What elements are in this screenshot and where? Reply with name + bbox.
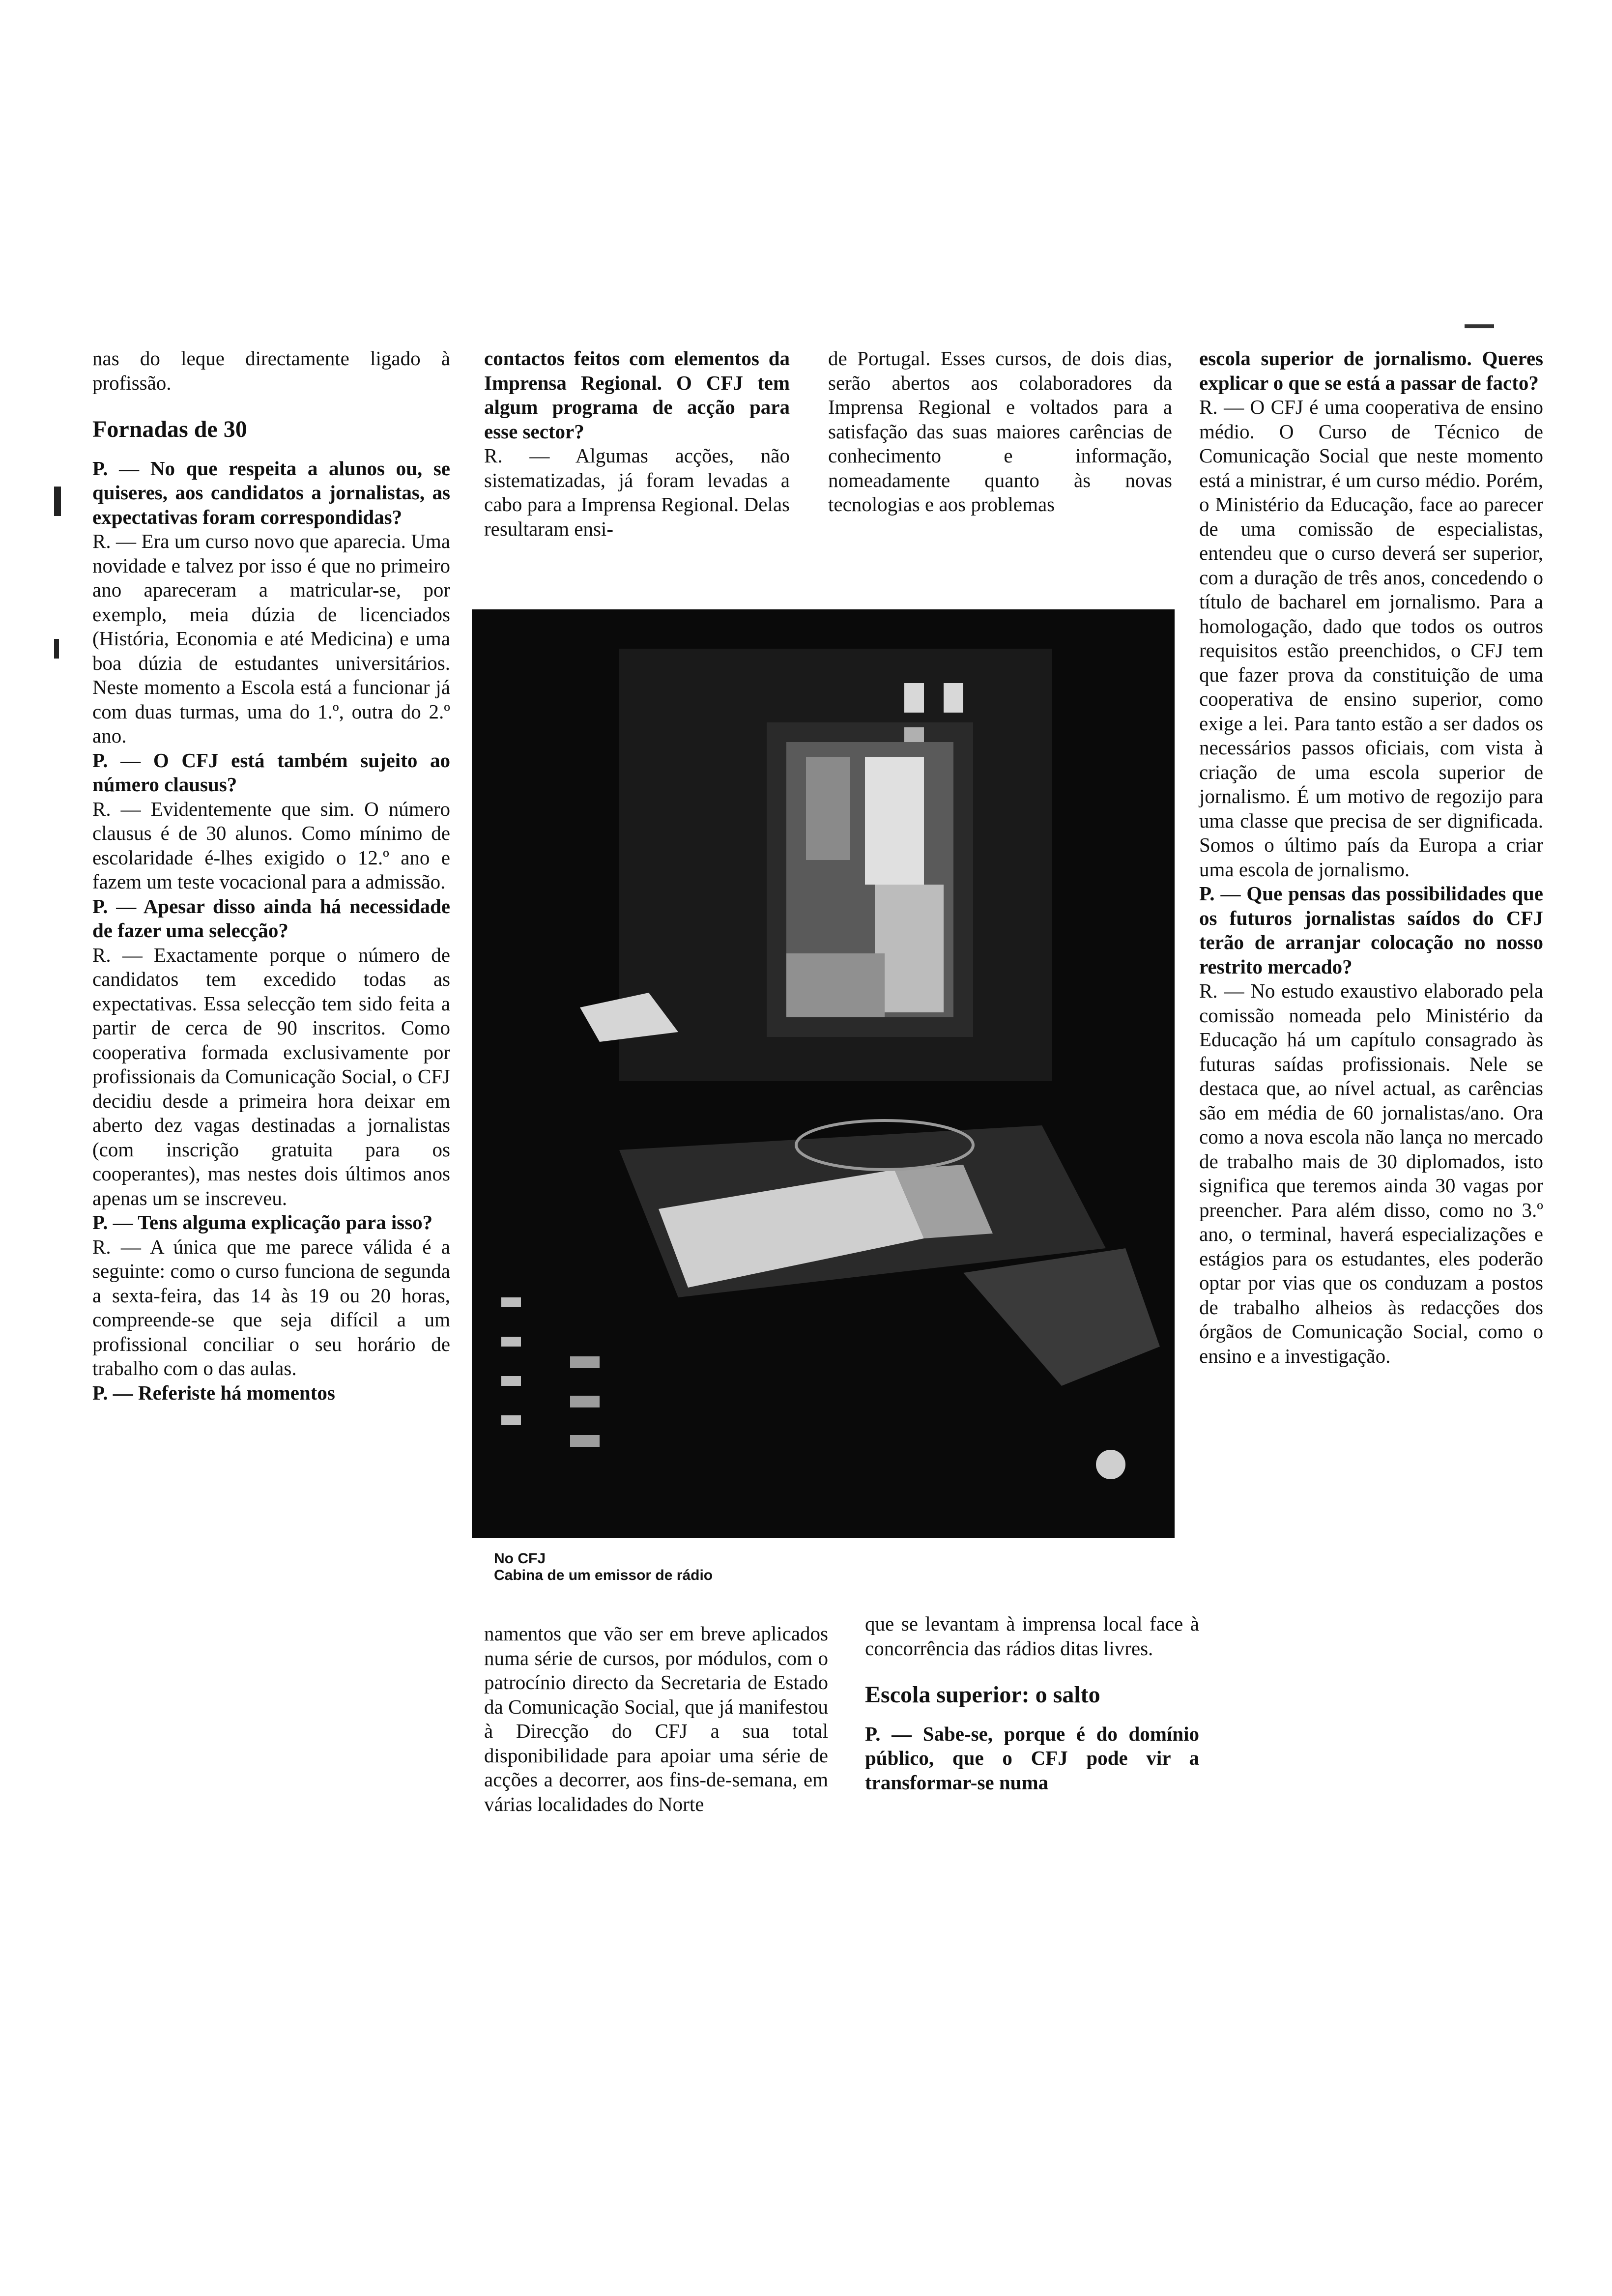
scan-artifact <box>1465 324 1494 328</box>
question-7: P. — Que pensas das possibilidades que os futuros jornalistas saídos do CFJ terão de arranjar colocação no nosso restrito mercado? <box>1199 882 1543 978</box>
answer-1: R. — Era um curso novo que aparecia. Uma novidade e talvez por isso é que no primeiro ano apareceram a matricular-se, por exemplo, meia dúzia de licenciados (História, Economia e até Medicina) e uma boa dúzia de estudantes universitários. Neste momento a Escola está a funcionar já com duas turmas, uma do 1.º, outra do 2.º ano. <box>92 530 450 747</box>
question-2: P. — O CFJ está também sujeito ao número clausus? <box>92 748 450 796</box>
answer-7: R. — No estudo exaustivo elaborado pela comissão nomeada pelo Ministério da Educação há um capítulo consagrado às futuras saídas profissionais. Nele se destaca que, ao nível actual, as carências são em média de 60 jornalistas/ano. Ora como a nova escola não lança no mercado de trabalho mais de 30 diplomados, isto significa que teremos ainda 30 vagas por preencher. Para além disso, como no 3.º ano, o terminal, haverá especializações e estágios para os estudantes, eles poderão optar por vias que os conduzam a postos de trabalho alheios às redacções dos órgãos de Comunicação Social, como o ensino e a investigação. <box>1199 979 1543 1367</box>
question-4: P. — Tens alguma explicação para isso? <box>92 1211 433 1234</box>
column-2-bottom <box>484 1622 828 1816</box>
answer-4: R. — A única que me parece válida é a seguinte: como o curso funciona de segunda a sexta-feira, das 14 às 19 ou 20 horas, compreende-se que seja difícil a um profissional conciliar o seu horário de trabalho com o das aulas. <box>92 1235 450 1379</box>
scan-artifact <box>54 639 59 659</box>
column-2-bottom-text: namentos que vão ser em breve aplicados numa série de cursos, por módulos, com o patrocínio directo da Secretaria de Estado da Comunicação Social, que já manifestou à Direcção do CFJ a sua total disponibilidade para apoiar uma série de acções a decorrer, aos fins-de-semana, em várias localidades do Norte <box>484 1622 828 1815</box>
intro-text: nas do leque directamente ligado à profissão. <box>92 347 450 394</box>
answer-6: R. — O CFJ é uma cooperativa de ensino médio. O Curso de Técnico de Comunicação Social que neste momento está a ministrar, é um curso médio. Porém, o Ministério da Educação, face ao parecer de uma comissão de especialistas, entendeu que o curso deverá ser superior, com a duração de três anos, concedendo o título de bacharel em jornalismo. Para a homologação, dado que todos os outros requisitos estão preenchidos, o CFJ tem que fazer prova da constituição de uma cooperativa de ensino superior, como exige a lei. Para tanto estão a ser dados os necessários passos oficiais, com vista à criação de uma escola superior de jornalismo. É um motivo de regozijo para uma classe que precisa de ser dignificada. Somos o último país da Europa a criar uma escola de jornalismo. <box>1199 396 1543 881</box>
question-6-continued: escola superior de jornalismo. Queres explicar o que se está a passar de facto? <box>1199 347 1543 394</box>
column-4 <box>1199 346 1543 1368</box>
column-2 <box>484 346 790 541</box>
question-5-continued: contactos feitos com elementos da Imprensa Regional. O CFJ tem algum programa de acção para esse sector? <box>484 347 790 443</box>
question-5: P. — Referiste há momentos <box>92 1381 335 1404</box>
photo-illustration <box>472 609 1175 1538</box>
question-6: P. — Sabe-se, porque é do domínio público, que o CFJ pode vir a transformar-se numa <box>865 1722 1199 1794</box>
answer-2: R. — Evidentemente que sim. O número clausus é de 30 alunos. Como mínimo de escolaridade é-lhes exigido o 12.º ano e fazem um teste vocacional para a admissão. <box>92 797 450 893</box>
column-1 <box>92 346 450 1405</box>
caption-line-1: No CFJ <box>494 1550 546 1567</box>
section-heading-escola: Escola superior: o salto <box>865 1682 1100 1708</box>
answer-5: R. — Algumas acções, não sistematizadas, já foram levadas a cabo para a Imprensa Regional. Delas resultaram ensi- <box>484 444 790 540</box>
caption-line-2: Cabina de um emissor de rádio <box>494 1567 713 1583</box>
radio-booth-photo <box>472 609 1175 1538</box>
answer-3: R. — Exactamente porque o número de candidatos tem excedido todas as expectativas. Essa selecção tem sido feita a partir de cerca de 90 inscritos. Como cooperativa formada exclusivamente por profissionais da Comunicação Social, o CFJ decidiu desde a primeira hora deixar em aberto dez vagas destinadas a jornalistas (com inscrição gratuita para os cooperantes), mas nestes dois últimos anos apenas um se inscreveu. <box>92 943 450 1209</box>
question-1: P. — No que respeita a alunos ou, se quiseres, aos candidatos a jornalistas, as expectativas foram correspondidas? <box>92 457 450 528</box>
photo-caption <box>494 1550 713 1584</box>
column-3-text: de Portugal. Esses cursos, de dois dias, serão abertos aos colaboradores da Imprensa Regional e voltados para a satisfação das suas maiores carências de conhecimento e informação, nomeadamente quanto às novas tecnologias e aos problemas <box>828 347 1172 516</box>
column-3-bottom <box>865 1612 1199 1795</box>
section-heading-fornadas: Fornadas de 30 <box>92 416 247 442</box>
column-3 <box>828 346 1172 517</box>
question-3: P. — Apesar disso ainda há necessidade de fazer uma selecção? <box>92 894 450 942</box>
column-3-bottom-text: que se levantam à imprensa local face à concorrência das rádios ditas livres. <box>865 1612 1199 1660</box>
scan-artifact <box>54 487 61 516</box>
